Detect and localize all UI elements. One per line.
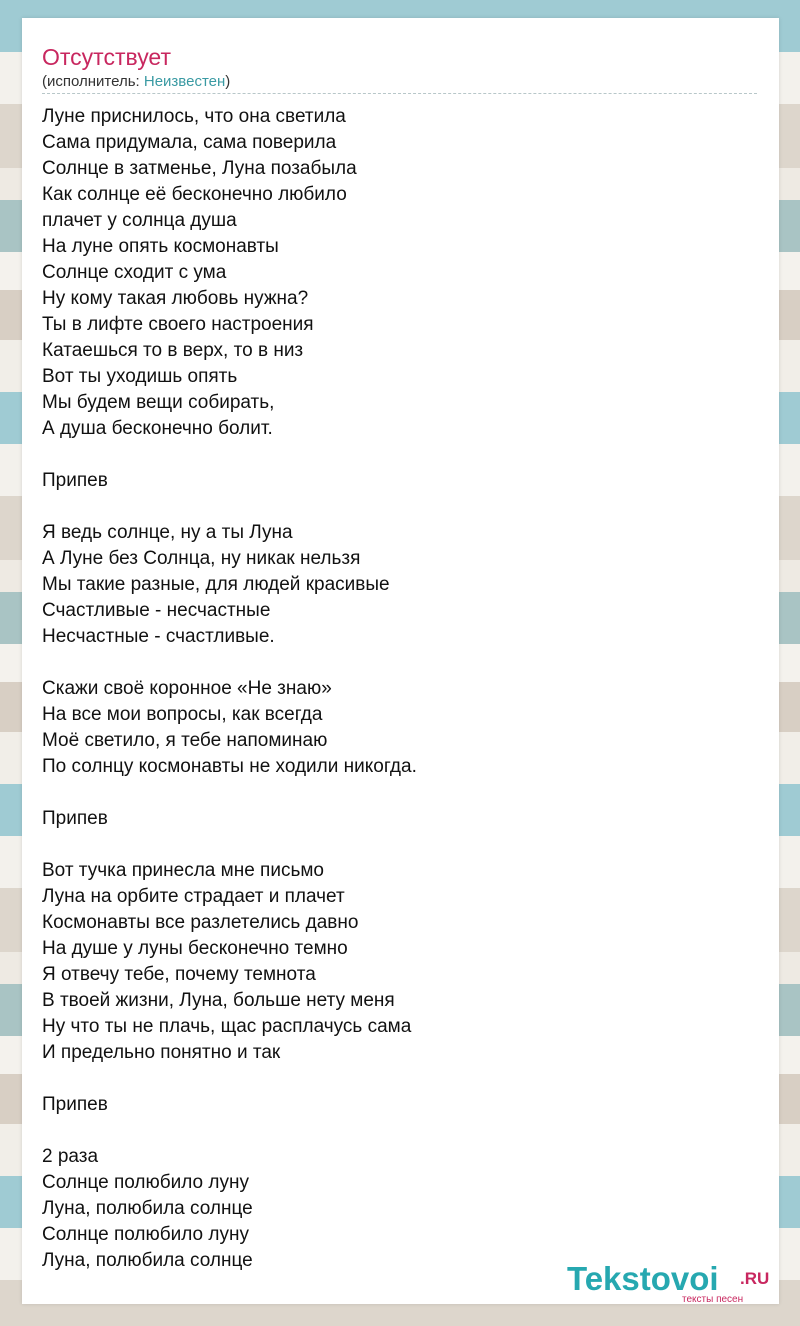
lyric-line: 2 раза [42, 1146, 99, 1167]
lyric-line: Мы будем вещи собирать, [42, 392, 275, 413]
logo-domain-suffix: .RU [740, 1269, 770, 1288]
logo-tagline: тексты песен [682, 1294, 744, 1305]
lyric-line: Солнце полюбило луну [42, 1172, 249, 1193]
lyric-line: По солнцу космонавты не ходили никогда. [42, 756, 417, 777]
lyric-line: На все мои вопросы, как всегда [42, 704, 323, 725]
lyric-line: Припев [42, 1094, 108, 1115]
lyric-line: Припев [42, 470, 108, 491]
lyric-line: Вот ты уходишь опять [42, 366, 238, 387]
artist-line [42, 73, 230, 90]
lyric-line: Ты в лифте своего настроения [42, 314, 314, 335]
lyric-line: Солнце сходит с ума [42, 262, 227, 283]
lyric-line: Солнце полюбило луну [42, 1224, 249, 1245]
lyric-blank-line [42, 1066, 742, 1092]
lyric-line: А душа бесконечно болит. [42, 418, 273, 439]
lyric-line: Я ведь солнце, ну а ты Луна [42, 522, 293, 543]
lyric-line: Солнце в затменье, Луна позабыла [42, 158, 357, 179]
artist-link[interactable]: Неизвестен [143, 73, 226, 90]
lyric-line: В твоей жизни, Луна, больше нету меня [42, 990, 395, 1011]
artist-suffix: ) [225, 73, 231, 90]
lyric-line: Луна на орбите страдает и плачет [42, 886, 345, 907]
lyric-line: На душе у луны бесконечно темно [42, 938, 348, 959]
lyric-line: Припев [42, 808, 108, 829]
lyric-line: На луне опять космонавты [42, 236, 279, 257]
lyric-line: Скажи своё коронное «Не знаю» [42, 678, 332, 699]
lyric-line: Моё светило, я тебе напоминаю [42, 730, 328, 751]
lyric-blank-line [42, 650, 742, 676]
lyric-line: Катаешься то в верх, то в низ [42, 340, 304, 361]
lyric-blank-line [42, 1118, 742, 1144]
lyric-line: Сама придумала, сама поверила [42, 132, 337, 153]
site-logo[interactable] [567, 1260, 772, 1304]
lyric-blank-line [42, 780, 742, 806]
lyric-line: Я отвечу тебе, почему темнота [42, 964, 316, 985]
lyric-line: И предельно понятно и так [42, 1042, 281, 1063]
title-divider [42, 93, 757, 94]
lyric-blank-line [42, 494, 742, 520]
lyric-line: А Луне без Солнца, ну никак нельзя [42, 548, 361, 569]
logo-main-text: Tekstovoi [567, 1260, 719, 1297]
lyric-line: плачет у солнца душа [42, 210, 237, 231]
lyric-blank-line [42, 442, 742, 468]
lyric-line: Луна, полюбила солнце [42, 1250, 253, 1271]
lyric-line: Ну что ты не плачь, щас расплачусь сама [42, 1016, 412, 1037]
lyric-blank-line [42, 832, 742, 858]
lyric-line: Космонавты все разлетелись давно [42, 912, 359, 933]
artist-prefix: (исполнитель: [42, 73, 144, 90]
lyrics-text [42, 104, 742, 1274]
lyric-line: Вот тучка принесла мне письмо [42, 860, 324, 881]
lyric-line: Луне приснилось, что она светила [42, 106, 346, 127]
lyric-line: Несчастные - счастливые. [42, 626, 275, 647]
lyric-line: Мы такие разные, для людей красивые [42, 574, 390, 595]
lyric-line: Ну кому такая любовь нужна? [42, 288, 309, 309]
lyrics-card [22, 18, 779, 1304]
lyric-line: Счастливые - несчастные [42, 600, 271, 621]
song-title: Отсутствует [42, 44, 171, 70]
lyric-line: Луна, полюбила солнце [42, 1198, 253, 1219]
lyric-line: Как солнце её бесконечно любило [42, 184, 347, 205]
